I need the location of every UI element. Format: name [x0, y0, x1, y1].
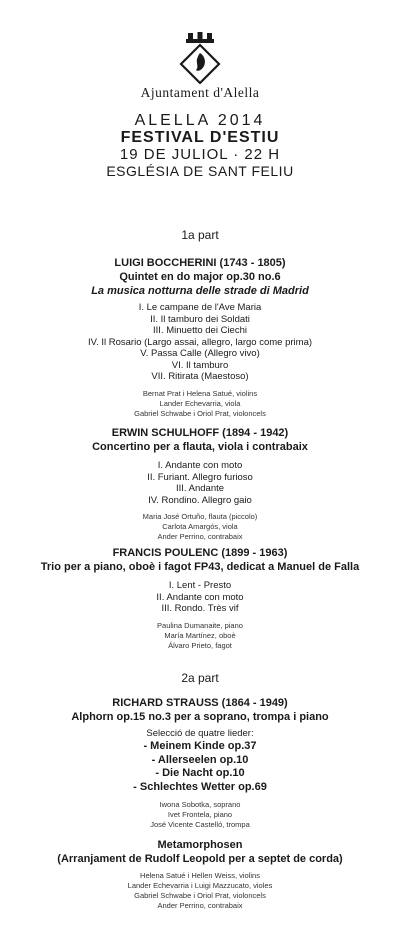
- composer-name: RICHARD STRAUSS (1864 - 1949): [112, 697, 288, 709]
- piece-poulenc: [0, 546, 400, 651]
- movement: II. Furiant. Allegro furioso: [147, 471, 253, 483]
- movement: III. Rondo. Très vif: [161, 603, 239, 614]
- piece-schulhoff: [0, 426, 400, 542]
- performer: José Vicente Castelló, trompa: [150, 820, 250, 829]
- composer-name: FRANCIS POULENC (1899 - 1963): [112, 547, 288, 559]
- performer: Bernat Prat i Helena Satué, violins: [142, 388, 258, 398]
- movement: III. Andante: [175, 483, 225, 494]
- performer-list: [0, 389, 400, 419]
- movement: IV. Il Rosario (Largo assai, allegro, largo come prima): [87, 336, 313, 348]
- crest-icon: [179, 32, 221, 84]
- title-block: [0, 112, 400, 180]
- movement: VII. Ritirata (Maestoso): [151, 371, 249, 382]
- event-venue: ESGLÉSIA DE SANT FELIU: [106, 163, 294, 179]
- work-title: Metamorphosen: [157, 839, 243, 851]
- work-title: Trio per a piano, oboè i fagot FP43, dedicat a Manuel de Falla: [40, 561, 360, 573]
- movement: II. Il tamburo dei Soldati: [150, 313, 250, 325]
- lieder-intro: Selecció de quatre lieder:: [146, 728, 254, 739]
- movement: I. Le campane de l'Ave Maria: [138, 302, 262, 313]
- composer-name: ERWIN SCHULHOFF (1894 - 1942): [111, 427, 289, 439]
- lied-title: - Meinem Kinde op.37: [143, 740, 257, 752]
- movement: V. Passa Calle (Allegro vivo): [140, 348, 260, 359]
- performer: Iwona Sobotka, soprano: [159, 800, 241, 809]
- performer: Maria José Ortuño, flauta (piccolo): [142, 512, 258, 521]
- movement-list: [0, 460, 400, 506]
- part-heading-2: 2a part: [181, 671, 219, 685]
- movement: IV. Rondino. Allegro gaio: [148, 494, 252, 506]
- organisation-name: Ajuntament d'Alella: [140, 85, 260, 100]
- lied-title: - Allerseelen op.10: [151, 753, 249, 766]
- coat-of-arms-logo: [0, 32, 400, 86]
- performer: Ivet Frontela, piano: [167, 810, 233, 819]
- work-title: Quintet en do major op.30 no.6: [119, 271, 281, 283]
- movement: II. Andante con moto: [156, 591, 244, 603]
- performer: Gabriel Schwabe i Oriol Prat, violoncels: [134, 408, 266, 418]
- performer-list: [0, 512, 400, 542]
- event-year: ALELLA 2014: [134, 112, 266, 129]
- movement-list: [0, 302, 400, 383]
- performer: Ander Perrino, contrabaix: [157, 532, 243, 541]
- performer-list: [0, 871, 400, 911]
- work-title: Alphorn op.15 no.3 per a soprano, trompa i piano: [71, 711, 329, 723]
- performer: Paulina Dumanaite, piano: [157, 620, 243, 630]
- part-heading-1: 1a part: [181, 228, 219, 242]
- arrangement-note: (Arranjament de Rudolf Leopold per a septet de corda): [57, 853, 343, 865]
- performer-list: [0, 800, 400, 830]
- performer: María Martínez, oboè: [164, 630, 236, 640]
- performer: Helena Satué i Hellen Weiss, violins: [140, 871, 260, 880]
- movement: I. Lent - Presto: [168, 580, 232, 591]
- piece-strauss: [0, 696, 400, 830]
- performer-list: [0, 621, 400, 651]
- performer: Gabriel Schwabe i Oriol Prat, violoncels: [134, 891, 266, 900]
- performer: Álvaro Prieto, fagot: [168, 640, 232, 650]
- work-title: Concertino per a flauta, viola i contrabaix: [92, 441, 308, 453]
- performer: Lander Echevarria i Luigi Mazzucato, violes: [127, 881, 273, 890]
- movement: III. Minuetto dei Ciechi: [153, 325, 247, 336]
- performer: Ander Perrino, contrabaix: [157, 901, 243, 910]
- lied-title: - Die Nacht op.10: [155, 767, 245, 779]
- movement-list: [0, 580, 400, 615]
- lied-title: - Schlechtes Wetter op.69: [133, 780, 267, 793]
- composer-name: LUIGI BOCCHERINI (1743 - 1805): [114, 257, 286, 269]
- movement: I. Andante con moto: [157, 460, 243, 471]
- piece-boccherini: [0, 256, 400, 419]
- piece-metamorphosen: [0, 838, 400, 911]
- movement: VI. Il tamburo: [171, 359, 229, 371]
- festival-title: FESTIVAL D'ESTIU: [120, 129, 280, 146]
- performer: Carlota Amargós, viola: [162, 522, 238, 531]
- event-date: 19 DE JULIOL · 22 H: [119, 146, 281, 163]
- performer: Lander Echevarria, viola: [159, 398, 241, 408]
- work-subtitle: La musica notturna delle strade di Madrid: [91, 285, 309, 297]
